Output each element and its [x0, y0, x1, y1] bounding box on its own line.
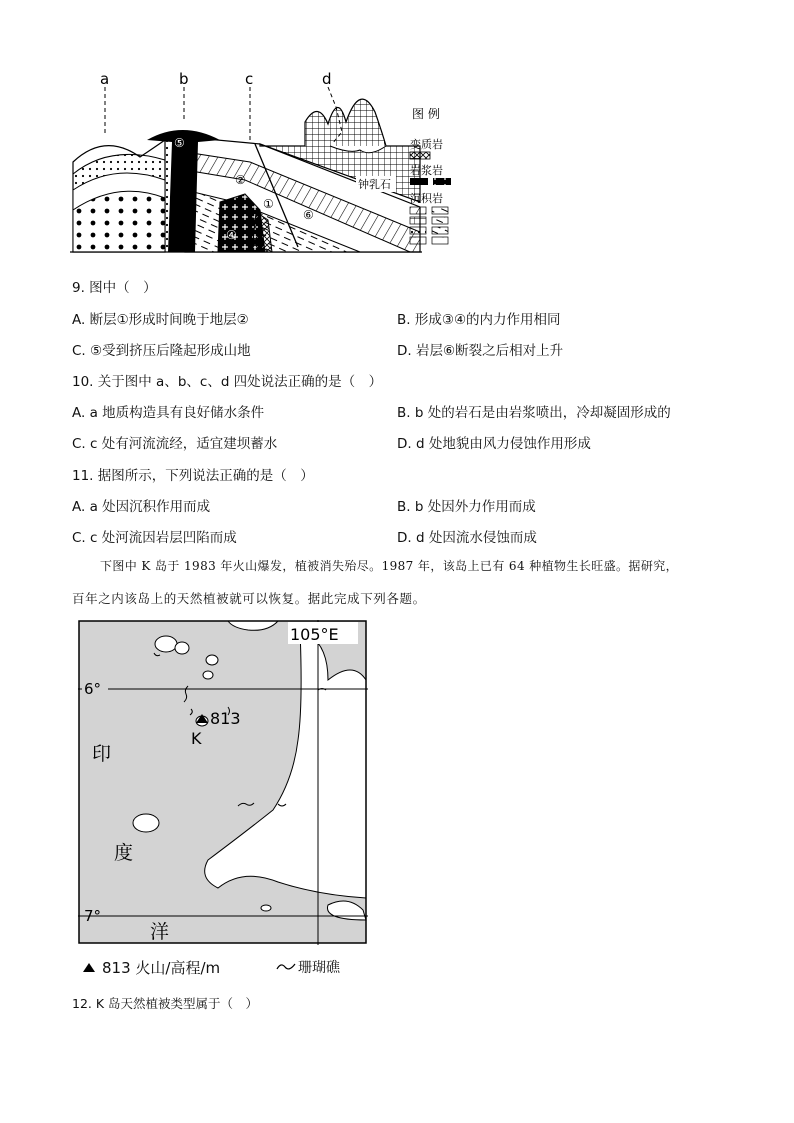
question-11-option-d[interactable]: D. d 处因流水侵蚀而成 [397, 530, 537, 546]
question-9-option-b[interactable]: B. 形成③④的内力作用相同 [397, 312, 561, 328]
question-11-option-c[interactable]: C. c 处河流因岩层凹陷而成 [72, 530, 237, 546]
latitude-7-label: 7° [84, 907, 102, 925]
question-10-option-c[interactable]: C. c 处有河流流经，适宜建坝蓄水 [72, 436, 278, 452]
passage-line-1: 下图中 K 岛于 1983 年火山爆发，植被消失殆尽。1987 年，该岛上已有 64 种植物生长旺盛。据研究， [100, 559, 679, 573]
island-k-label: K [191, 729, 202, 748]
question-10-option-a[interactable]: A. a 地质构造具有良好储水条件 [72, 405, 265, 421]
marker-6: ⑥ [303, 208, 314, 222]
geology-cross-section [60, 62, 470, 254]
label-b: b [179, 70, 189, 88]
k-island-map [78, 620, 368, 945]
longitude-label: 105°E [290, 625, 339, 644]
marker-4: ④ [226, 228, 237, 242]
marker-1: ① [263, 197, 274, 211]
volcano-legend-icon [82, 961, 96, 973]
legend-igneous: 岩浆岩 [410, 164, 443, 177]
question-10-option-d[interactable]: D. d 处地貌由风力侵蚀作用形成 [397, 436, 591, 452]
marker-5: ⑤ [174, 136, 185, 150]
map-legend-volcano: 813 火山/高程/m [102, 959, 221, 977]
question-9-stem: 9. 图中（ ） [72, 280, 157, 296]
peak-elevation: 813 [210, 709, 241, 728]
passage-line-2: 百年之内该岛上的天然植被就可以恢复。据此完成下列各题。 [72, 591, 426, 606]
legend-sedimentary: 沉积岩 [410, 192, 443, 205]
ocean-char-3: 洋 [150, 921, 170, 943]
map-legend-reef: 珊瑚礁 [298, 960, 340, 976]
question-9-option-d[interactable]: D. 岩层⑥断裂之后相对上升 [397, 343, 564, 359]
stalactite-label: 钟乳石 [358, 178, 391, 191]
label-c: c [245, 70, 254, 88]
question-11-stem: 11. 据图所示，下列说法正确的是（ ） [72, 468, 314, 484]
marker-3: ③ [246, 215, 257, 229]
legend-metamorphic: 变质岩 [410, 138, 443, 151]
latitude-6-label: 6° [84, 680, 102, 698]
legend-title: 图 例 [412, 107, 440, 121]
question-11-option-a[interactable]: A. a 处因沉积作用而成 [72, 499, 211, 515]
question-11-option-b[interactable]: B. b 处因外力作用而成 [397, 499, 536, 515]
question-9-option-a[interactable]: A. 断层①形成时间晚于地层② [72, 312, 249, 328]
ocean-char-2: 度 [114, 842, 134, 864]
question-10-stem: 10. 关于图中 a、b、c、d 四处说法正确的是（ ） [72, 374, 383, 390]
question-12-stem: 12. K 岛天然植被类型属于（ ） [72, 996, 259, 1011]
marker-2: ② [235, 173, 246, 187]
question-9-option-c[interactable]: C. ⑤受到挤压后隆起形成山地 [72, 343, 251, 359]
label-d: d [322, 70, 332, 88]
ocean-char-1: 印 [92, 743, 112, 765]
reef-legend-icon [276, 962, 296, 972]
label-a: a [100, 70, 110, 88]
question-10-option-b[interactable]: B. b 处的岩石是由岩浆喷出，冷却凝固形成的 [397, 405, 671, 421]
